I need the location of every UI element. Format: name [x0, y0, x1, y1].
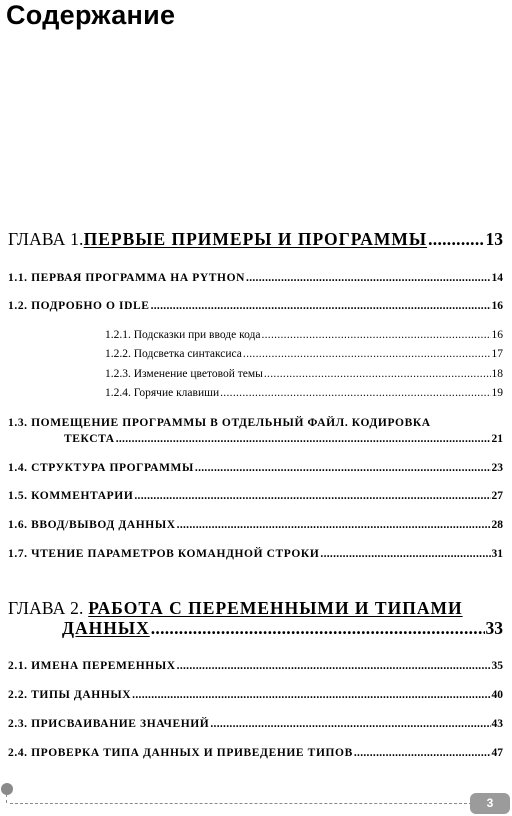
- section-label: 1.4. СТРУКТУРА ПРОГРАММЫ: [8, 462, 194, 474]
- subsection-label: 1.2.4. Горячие клавиши: [105, 387, 220, 399]
- section-label: 2.3. ПРИСВАИВАНИЕ ЗНАЧЕНИЙ: [8, 718, 210, 730]
- section-label: 1.5. КОММЕНТАРИИ: [8, 490, 134, 502]
- toc-subsection[interactable]: [105, 348, 503, 360]
- dot-leader: [220, 387, 490, 399]
- footer-dashed-line: [10, 803, 472, 804]
- toc-section[interactable]: [8, 519, 503, 531]
- toc-chapter-2-line1[interactable]: [8, 598, 463, 619]
- dot-leader: [210, 718, 490, 730]
- page-number: 13: [485, 229, 503, 249]
- chapter-title: ПЕРВЫЕ ПРИМЕРЫ И ПРОГРАММЫ: [83, 229, 428, 249]
- page-number: 18: [491, 368, 503, 380]
- toc-section[interactable]: [8, 689, 503, 701]
- section-label: 2.2. ТИПЫ ДАННЫХ: [8, 689, 132, 701]
- section-label-line2: ТЕКСТА: [64, 433, 115, 445]
- dot-leader: [320, 548, 490, 560]
- page-number: 35: [491, 660, 503, 672]
- dot-leader: [264, 368, 491, 380]
- chapter-title-line2: ДАННЫХ: [62, 618, 150, 638]
- page-number: 43: [491, 718, 503, 730]
- subsection-label: 1.2.1. Подсказки при вводе кода: [105, 329, 261, 341]
- dot-leader: [195, 462, 491, 474]
- toc-chapter-2[interactable]: [62, 618, 503, 639]
- page-number: 21: [491, 433, 503, 445]
- dot-leader: [134, 490, 490, 502]
- dot-leader: [151, 618, 485, 639]
- page-number: 27: [491, 490, 503, 502]
- page-number: 23: [491, 462, 503, 474]
- page-number: 16: [491, 300, 503, 312]
- page-number: 47: [491, 747, 503, 759]
- chapter-title-line1: РАБОТА С ПЕРЕМЕННЫМИ И ТИПАМИ: [88, 598, 463, 618]
- toc-chapter-1[interactable]: [8, 229, 503, 250]
- dot-leader: [354, 747, 491, 759]
- toc-section[interactable]: [8, 718, 503, 730]
- page-number: 31: [491, 548, 503, 560]
- dot-leader: [116, 433, 491, 445]
- toc-subsection[interactable]: [105, 368, 503, 380]
- toc-section[interactable]: [8, 747, 503, 759]
- dot-leader: [246, 272, 490, 284]
- section-label-line1[interactable]: 1.3. ПОМЕЩЕНИЕ ПРОГРАММЫ В ОТДЕЛЬНЫЙ ФАЙЛ. КОДИРОВКА: [8, 417, 431, 429]
- page-number: 16: [491, 329, 503, 341]
- toc-section[interactable]: [8, 300, 503, 312]
- section-label: 1.2. ПОДРОБНО О IDLE: [8, 300, 150, 312]
- page-number: 40: [491, 689, 503, 701]
- dot-leader: [243, 348, 491, 360]
- toc-section[interactable]: [8, 272, 503, 284]
- subsection-label: 1.2.3. Изменение цветовой темы: [105, 368, 263, 380]
- toc-subsection[interactable]: [105, 387, 503, 399]
- section-label: 2.1. ИМЕНА ПЕРЕМЕННЫХ: [8, 660, 176, 672]
- chapter-prefix: ГЛАВА 2.: [8, 598, 89, 618]
- section-label: 1.1. ПЕРВАЯ ПРОГРАММА НА PYTHON: [8, 272, 246, 284]
- toc-section[interactable]: [8, 660, 503, 672]
- dot-leader: [151, 300, 491, 312]
- page-number: 19: [491, 387, 503, 399]
- dot-leader: [261, 329, 490, 341]
- dot-leader: [428, 229, 484, 250]
- subsection-label: 1.2.2. Подсветка синтаксиса: [105, 348, 242, 360]
- toc-section[interactable]: [8, 548, 503, 560]
- section-label: 1.6. ВВОД/ВЫВОД ДАННЫХ: [8, 519, 176, 531]
- page-number: 17: [491, 348, 503, 360]
- page-number: 28: [491, 519, 503, 531]
- toc-section[interactable]: [8, 462, 503, 474]
- page-number-badge: 3: [470, 793, 510, 814]
- section-label: 1.7. ЧТЕНИЕ ПАРАМЕТРОВ КОМАНДНОЙ СТРОКИ: [8, 548, 320, 560]
- footer-dot: [1, 783, 13, 795]
- page-number: 33: [485, 618, 503, 638]
- chapter-prefix: ГЛАВА 1.: [8, 229, 84, 249]
- dot-leader: [132, 689, 490, 701]
- footer-connector: [6, 794, 7, 803]
- dot-leader: [177, 660, 491, 672]
- page-number: 14: [491, 272, 503, 284]
- toc-section[interactable]: [64, 433, 503, 445]
- toc-section[interactable]: [8, 490, 503, 502]
- toc-subsection[interactable]: [105, 329, 503, 341]
- section-label: 2.4. ПРОВЕРКА ТИПА ДАННЫХ И ПРИВЕДЕНИЕ ТИПОВ: [8, 747, 353, 759]
- dot-leader: [177, 519, 491, 531]
- page-title: Содержание: [6, 0, 176, 30]
